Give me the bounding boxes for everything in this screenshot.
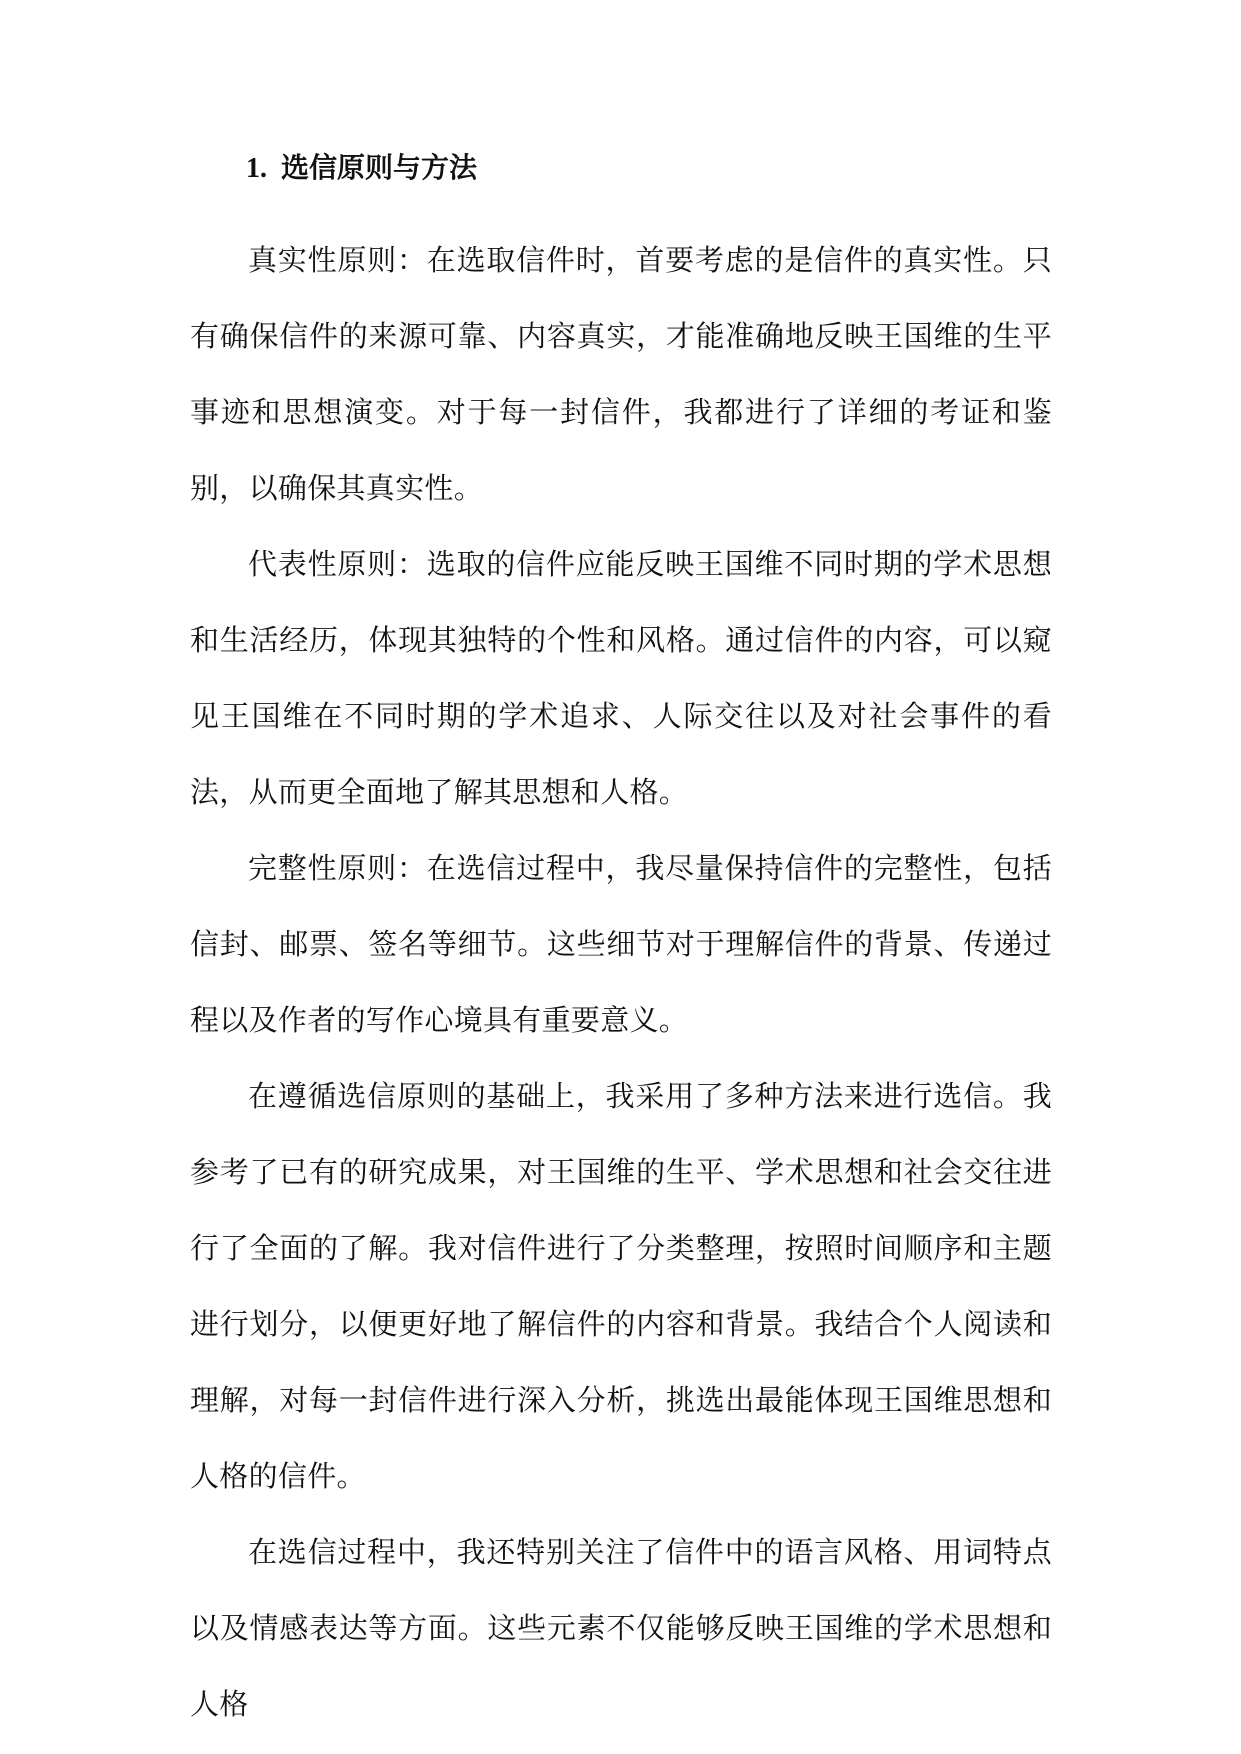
paragraph-language-style: 在选信过程中，我还特别关注了信件中的语言风格、用词特点以及情感表达等方面。这些元素不仅能够反映王国维的学术思想和人格 bbox=[190, 1535, 1052, 1721]
section-number: 1. bbox=[246, 153, 267, 184]
paragraph-selection-methods: 在遵循选信原则的基础上，我采用了多种方法来进行选信。我参考了已有的研究成果，对王国维的生平、学术思想和社会交往进行了全面的了解。我对信件进行了分类整理，按照时间顺序和主题进行划分，以便更好地了解信件的内容和背景。我结合个人阅读和理解，对每一封信件进行深入分析，挑选出最能体现王国维思想和人格的信件。 bbox=[190, 1079, 1052, 1493]
section-heading bbox=[246, 148, 477, 189]
paragraph-representativeness-principle: 代表性原则：选取的信件应能反映王国维不同时期的学术思想和生活经历，体现其独特的个性和风格。通过信件的内容，可以窥见王国维在不同时期的学术追求、人际交往以及对社会事件的看法，从而更全面地了解其思想和人格。 bbox=[190, 547, 1052, 809]
paragraph-authenticity-principle: 真实性原则：在选取信件时，首要考虑的是信件的真实性。只有确保信件的来源可靠、内容真实，才能准确地反映王国维的生平事迹和思想演变。对于每一封信件，我都进行了详细的考证和鉴别，以确保其真实性。 bbox=[190, 243, 1052, 505]
paragraph-completeness-principle: 完整性原则：在选信过程中，我尽量保持信件的完整性，包括信封、邮票、签名等细节。这些细节对于理解信件的背景、传递过程以及作者的写作心境具有重要意义。 bbox=[190, 851, 1052, 1037]
section-title: 选信原则与方法 bbox=[281, 151, 478, 184]
body-text bbox=[190, 222, 1052, 1742]
